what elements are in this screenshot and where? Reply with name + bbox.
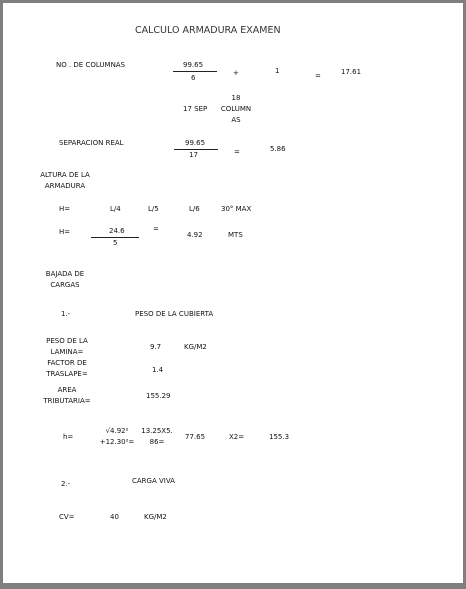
altura-equals: = xyxy=(153,225,159,233)
altura-unit: MTS xyxy=(228,231,243,239)
section1-number: 1.- xyxy=(61,310,71,318)
factor-value: 1.4 xyxy=(152,366,164,374)
columnas-add-value: 1 xyxy=(275,67,280,75)
factor-label: FACTOR DE TRASLAPE= xyxy=(46,359,88,378)
columnas-label: NO . DE COLUMNAS xyxy=(56,61,126,69)
peso-lamina-label: PESO DE LA LAMINA= xyxy=(46,337,88,356)
sep-count: 17 SEP xyxy=(183,105,208,113)
altura-numerator: 24.6 xyxy=(109,227,125,235)
altura-denominator: 5 xyxy=(113,239,118,247)
area-value: 155.29 xyxy=(146,392,171,400)
peso-lamina-unit: KG/M2 xyxy=(184,343,207,351)
bajada-label: BAJADA DE CARGAS xyxy=(45,270,85,289)
separacion-denominator: 17 xyxy=(189,151,198,159)
separacion-label: SEPARACION REAL xyxy=(59,139,124,147)
document-page xyxy=(3,3,463,583)
columnas-numerator: 99.65 xyxy=(183,61,204,69)
h-calc-label: h= xyxy=(63,433,74,441)
altura-option-l5: L/5 xyxy=(148,205,159,213)
altura-h2-label: H= xyxy=(59,228,71,236)
section2-title: CARGA VIVA xyxy=(132,477,175,485)
columnas-equals: = xyxy=(315,72,321,80)
columnas-denominator: 6 xyxy=(191,74,196,82)
altura-option-max: 30° MAX xyxy=(221,205,252,213)
cv-value: 40 xyxy=(110,513,119,521)
h-calc-multiplication: 13.25X5. 86= xyxy=(141,427,173,446)
columnas-fraction-bar xyxy=(173,71,217,72)
altura-option-l6: L/6 xyxy=(189,205,200,213)
separacion-equals: = xyxy=(234,148,240,156)
peso-lamina-value: 9.7 xyxy=(150,343,162,351)
h-calc-value: 77.65 xyxy=(185,433,206,441)
separacion-result: 5.86 xyxy=(270,145,286,153)
columnas-plus: + xyxy=(233,69,239,77)
page-title: CALCULO ARMADURA EXAMEN xyxy=(135,25,281,36)
altura-value: 4.92 xyxy=(187,231,203,239)
cv-unit: KG/M2 xyxy=(144,513,167,521)
altura-option-l4: L/4 xyxy=(110,205,121,213)
separacion-numerator: 99.65 xyxy=(185,139,206,147)
altura-label: ALTURA DE LA ARMADURA xyxy=(40,171,90,190)
h-calc-formula: √4.92² +12.30²= xyxy=(99,427,135,446)
section1-title: PESO DE LA CUBIERTA xyxy=(135,310,214,318)
x2-label: X2= xyxy=(229,433,245,441)
columnas-result: 17.61 xyxy=(341,68,362,76)
area-label: AREA TRIBUTARIA= xyxy=(43,386,91,405)
x2-value: 155.3 xyxy=(269,433,290,441)
altura-h-label: H= xyxy=(59,205,71,213)
columnas-count: 18 COLUMN AS xyxy=(220,94,252,124)
section2-number: 2.- xyxy=(61,480,71,488)
cv-label: CV= xyxy=(59,513,75,521)
